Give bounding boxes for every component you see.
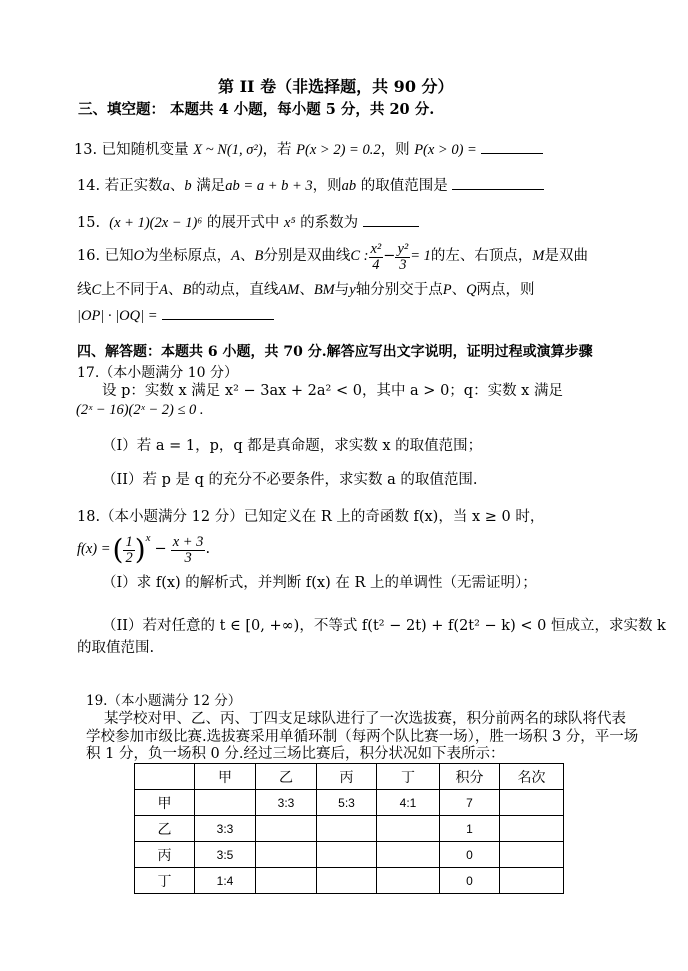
question-18-part-1: （I）求 f(x) 的解析式，并判断 f(x) 在 R 上的单调性（无需证明）； (102, 575, 537, 591)
question-17-header: 17.（本小题满分 10 分） (77, 365, 238, 381)
answer-blank-14[interactable] (452, 175, 544, 190)
question-17-part-2: （II）若 p 是 q 的充分不必要条件，求实数 a 的取值范围. (102, 472, 478, 488)
fraction-x2-over-4: $\frac{\text{x²}}{4}$ (370, 240, 382, 273)
table-row (135, 790, 564, 816)
question-18-part-2-cont: 的取值范围. (77, 640, 155, 656)
table-cell (500, 816, 564, 842)
question-18-header: 18.（本小题满分 12 分）已知定义在 R 上的奇函数 f(x)，当 x ≥ 0 时， (77, 509, 545, 525)
table-cell (256, 842, 317, 868)
answer-blank-13[interactable] (481, 139, 543, 154)
table-cell (500, 868, 564, 894)
score-table (134, 763, 564, 894)
table-cell: 0 (440, 868, 500, 894)
question-17-line-2: (2ˣ − 16)(2ˣ − 2) ≤ 0 . (76, 402, 204, 418)
question-19-line-3: 积 1 分，负一场积 0 分.经过三场比赛后，积分状况如下表所示： (86, 746, 505, 762)
table-cell: 7 (440, 790, 500, 816)
answer-blank-16[interactable] (162, 305, 274, 320)
table-cell (377, 868, 440, 894)
table-row-label: 丁 (135, 868, 195, 894)
table-cell (256, 868, 317, 894)
table-cell: 3:3 (195, 816, 256, 842)
table-cell (377, 842, 440, 868)
table-cell (195, 790, 256, 816)
table-header-cell: 乙 (256, 764, 317, 790)
table-row-label: 丙 (135, 842, 195, 868)
question-17-part-1: （I）若 a = 1，p，q 都是真命题，求实数 x 的取值范围； (102, 438, 483, 454)
table-cell: 1 (440, 816, 500, 842)
table-row (135, 868, 564, 894)
section-heading-solutions: 四、解答题：本题共 6 小题，共 70 分.解答应写出文字说明，证明过程或演算步骤 (77, 344, 593, 360)
table-cell (377, 816, 440, 842)
fraction-one-half: $\frac{1}{2}$ (125, 533, 133, 566)
table-cell: 5:3 (317, 790, 377, 816)
table-cell: 4:1 (377, 790, 440, 816)
table-row (135, 816, 564, 842)
section-heading-fill-in: 三、填空题： 本题共 4 小题，每小题 5 分，共 20 分. (78, 101, 435, 118)
table-row (135, 842, 564, 868)
table-header-row (135, 764, 564, 790)
question-18-function: f(x) = ( $\frac{1}{2}$ ) $^x$ − $\frac{x + 3}{3}$ . (77, 532, 211, 567)
page-title: 第 II 卷（非选择题，共 90 分） (218, 77, 454, 96)
table-cell (500, 790, 564, 816)
fraction-x-plus-3-over-3: $\frac{x + 3}{3}$ (172, 533, 204, 566)
table-header-cell: 名次 (500, 764, 564, 790)
table-header-cell: 积分 (440, 764, 500, 790)
table-cell: 0 (440, 842, 500, 868)
table-cell: 3:5 (195, 842, 256, 868)
question-18-part-2: （II）若对任意的 t ∈ [0, +∞)，不等式 f(t² − 2t) + f(2t² − k) < 0 恒成立，求实数 k (102, 618, 666, 634)
question-14: 14. 若正实数a、b 满足ab = a + b + 3，则ab 的取值范围是 (77, 175, 544, 195)
table-header-cell: 丁 (377, 764, 440, 790)
question-19-line-2: 学校参加市级比赛.选拔赛采用单循环制（每两个队比赛一场），胜一场积 3 分，平一场 (86, 729, 639, 745)
table-row-label: 甲 (135, 790, 195, 816)
question-16-line-2: 线C上不同于A、B的动点，直线AM、BM与y轴分别交于点P、Q两点，则 (77, 282, 535, 298)
table-header-cell: 甲 (195, 764, 256, 790)
question-15: 15. (x + 1)(2x − 1)⁶ 的展开式中 x⁵ 的系数为 (77, 212, 419, 232)
question-16-line-3: |OP| · |OQ| = (77, 305, 274, 325)
table-header-cell (135, 764, 195, 790)
fraction-y2-over-3: $\frac{\text{y²}}{3}$ (397, 240, 409, 273)
table-cell (256, 816, 317, 842)
answer-blank-15[interactable] (363, 212, 419, 227)
table-cell: 3:3 (256, 790, 317, 816)
table-cell (317, 868, 377, 894)
table-header-cell: 丙 (317, 764, 377, 790)
table-cell (317, 842, 377, 868)
question-16-line-1: 16. 已知 O 为坐标原点， A 、 B 分别是双曲线 C : $\frac{\text{x²}}{4}$ − $\frac{\text{y²}}{3}$ = 1 的左、右顶点， M 是双曲 (77, 240, 589, 273)
question-19-line-1: 某学校对甲、乙、丙、丁四支足球队进行了一次选拔赛，积分前两名的球队将代表 (104, 711, 626, 727)
question-17-line-1: 设 p：实数 x 满足 x² − 3ax + 2a² < 0，其中 a > 0；q：实数 x 满足 (102, 383, 563, 399)
table-cell: 1:4 (195, 868, 256, 894)
table-cell (317, 816, 377, 842)
table-row-label: 乙 (135, 816, 195, 842)
question-13: 13. 已知随机变量 X ~ N(1, σ²)，若 P(x > 2) = 0.2，则 P(x > 0) = (74, 139, 543, 159)
table-cell (500, 842, 564, 868)
question-19-header: 19.（本小题满分 12 分） (86, 693, 242, 709)
